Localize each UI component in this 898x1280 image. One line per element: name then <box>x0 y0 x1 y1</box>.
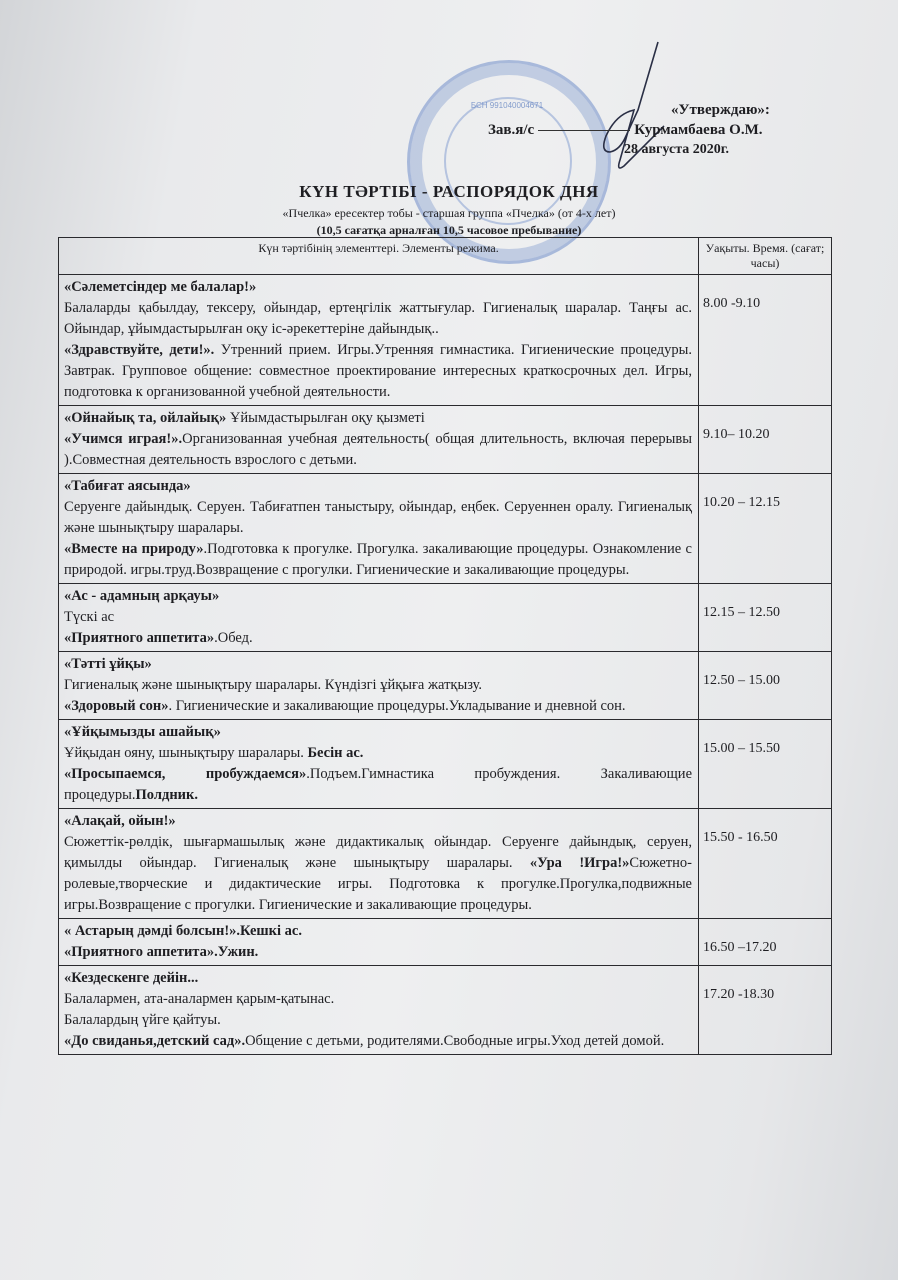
row-kazakh-text: Сюжеттік-рөлдік, шығармашылық және дидактикалық ойындар. Серуенге дайындық, серуен, қимылды ойындар. Гигиеналық және шынықтыру шаралары. <box>64 834 692 871</box>
row-heading: «Ойнайық та, ойлайық» <box>64 410 227 426</box>
row-heading: «Алақай, ойын!» <box>64 813 176 829</box>
row-time: 15.50 - 16.50 <box>699 809 832 919</box>
row-heading: «Тәтті ұйқы» <box>64 656 152 672</box>
row-russian-text: «Здравствуйте, дети!». Утренний прием. Игры.Утренняя гимнастика. Гигиенические процедуры. Завтрак. Групповое общение: совместное проектирование интересных краткосрочных дел. Игры, подготовка к организованной учебной деятельности. <box>64 342 692 400</box>
row-russian-text: Сюжетно-ролевые,творческие и дидактические игры. Подготовка к прогулке.Прогулка,подвижные игры.Возвращение с прогулки. Гигиенические и закаливающие процедуры. <box>64 855 692 913</box>
row-russian-heading: «Вместе на природу» <box>64 541 204 557</box>
row-russian-heading: «Просыпаемся, пробуждаемся» <box>64 766 307 782</box>
row-description <box>59 406 699 474</box>
signature-line <box>538 130 630 131</box>
row-time: 16.50 –17.20 <box>699 919 832 966</box>
row-time: 15.00 – 15.50 <box>699 720 832 809</box>
row-time: 17.20 -18.30 <box>699 966 832 1055</box>
row-heading-line <box>64 408 692 429</box>
table-row <box>59 652 832 720</box>
row-description <box>59 919 699 966</box>
row-russian-heading: «Учимся играя!». <box>64 431 183 447</box>
row-mixed-text <box>64 832 692 916</box>
table-header-row <box>59 238 832 275</box>
approval-word: «Утверждаю»: <box>671 102 770 118</box>
row-time: 10.20 – 12.15 <box>699 474 832 584</box>
row-time: 8.00 -9.10 <box>699 275 832 406</box>
approval-date: 28 августа 2020г. <box>624 142 730 157</box>
row-russian-text: «Вместе на природу».Подготовка к прогулке. Прогулка. закаливающие процедуры. Ознакомление с природой. игры.труд.Возвращение с прогулки. Гигиенические и закаливающие процедуры. <box>64 541 692 578</box>
row-russian-heading: «Здравствуйте, дети!». <box>64 342 215 358</box>
row-kazakh-text: Балалармен, ата-аналармен қарым-қатынас. <box>64 991 335 1007</box>
row-russian-heading: «Здоровый сон» <box>64 698 169 714</box>
group-subtitle: «Пчелка» ересектер тобы - старшая группа «Пчелка» (от 4-х лет) <box>282 206 616 220</box>
row-russian-heading: «Приятного аппетита» <box>64 630 215 646</box>
schedule-table <box>58 237 832 1055</box>
stamp-bin: БСН 991040004671 <box>470 101 544 110</box>
row-description <box>59 652 699 720</box>
row-kazakh-line <box>64 743 692 764</box>
row-description <box>59 966 699 1055</box>
row-description <box>59 720 699 809</box>
row-time: 12.50 – 15.00 <box>699 652 832 720</box>
row-russian-heading: «Приятного аппетита».Ужин. <box>64 944 259 960</box>
row-time: 12.15 – 12.50 <box>699 584 832 652</box>
row-heading: «Ас - адамның арқауы» <box>64 588 220 604</box>
duration-subtitle: (10,5 сағатқа арналған 10,5 часовое пребывание) <box>316 223 582 237</box>
row-heading: «Ұйқымызды ашайық» <box>64 724 221 740</box>
row-russian-text: «Просыпаемся, пробуждаемся».Подъем.Гимнастика пробуждения. Закаливающие процедуры.Полдник. <box>64 766 693 803</box>
row-kazakh-text: Түскі ас <box>64 609 115 625</box>
page-title: КҮН ТӘРТІБІ - РАСПОРЯДОК ДНЯ <box>299 182 599 201</box>
row-russian-heading: «До свиданья,детский сад». <box>64 1033 246 1049</box>
row-russian-text: «До свиданья,детский сад».Общение с детьми, родителями.Свободные игры.Уход детей домой. <box>64 1033 665 1049</box>
row-kazakh-bold: Бесін ас. <box>307 745 364 761</box>
row-description <box>59 809 699 919</box>
row-kazakh-text: Ұйымдастырылған оқу қызметі <box>226 410 425 426</box>
row-kazakh-text: Ұйқыдан ояну, шынықтыру шаралары. <box>64 745 308 761</box>
row-kazakh-text: Серуенге дайындық. Серуен. Табиғатпен таныстыру, ойындар, еңбек. Серуеннен оралу. Гигиеналық және шынықтыру шаралары. <box>64 499 692 536</box>
row-russian-text: «Приятного аппетита».Обед. <box>64 630 253 646</box>
table-row <box>59 474 832 584</box>
row-heading: «Табиғат аясында» <box>64 478 191 494</box>
table-row <box>59 720 832 809</box>
row-description <box>59 275 699 406</box>
row-heading: «Сәлеметсіндер ме балалар!» <box>64 279 257 295</box>
row-kazakh-text-2: Балалардың үйге қайтуы. <box>64 1012 221 1028</box>
row-description <box>59 474 699 584</box>
table-row <box>59 275 832 406</box>
row-time: 9.10– 10.20 <box>699 406 832 474</box>
row-heading: « Астарың дәмді болсын!».Кешкі ас. <box>64 923 302 939</box>
row-kazakh-text: Гигиеналық және шынықтыру шаралары. Күндізгі ұйқыға жатқызу. <box>64 677 483 693</box>
header-time: Уақыты. Время. (сағат; часы) <box>699 238 832 275</box>
row-description <box>59 584 699 652</box>
table-row <box>59 809 832 919</box>
row-russian-text: «Здоровый сон». Гигиенические и закаливающие процедуры.Укладывание и дневной сон. <box>64 698 626 714</box>
header-elements: Күн тәртібінің элементтері. Элементы режима. <box>59 238 699 275</box>
row-russian-text: «Учимся играя!».Организованная учебная деятельность( общая длительность, включая перерывы ).Совместная деятельность взрослого с детьми. <box>64 431 692 468</box>
approval-name: Курмамбаева О.М. <box>634 122 763 138</box>
table-row <box>59 919 832 966</box>
row-kazakh-text: Балаларды қабылдау, тексеру, ойындар, ертеңгілік жаттығулар. Гигиеналық шаралар. Таңғы ас. Ойындар, ұйымдастырылған оқу іс-әрекеттеріне дайындық.. <box>64 300 692 337</box>
row-russian-tail: Полдник. <box>135 787 199 803</box>
row-russian-heading: «Ура !Игра!» <box>529 855 630 871</box>
approval-position: Зав.я/с <box>488 122 535 138</box>
approval-signatory <box>488 120 763 140</box>
table-row <box>59 584 832 652</box>
row-heading: «Кездескенге дейін... <box>64 970 199 986</box>
table-row <box>59 406 832 474</box>
table-row <box>59 966 832 1055</box>
